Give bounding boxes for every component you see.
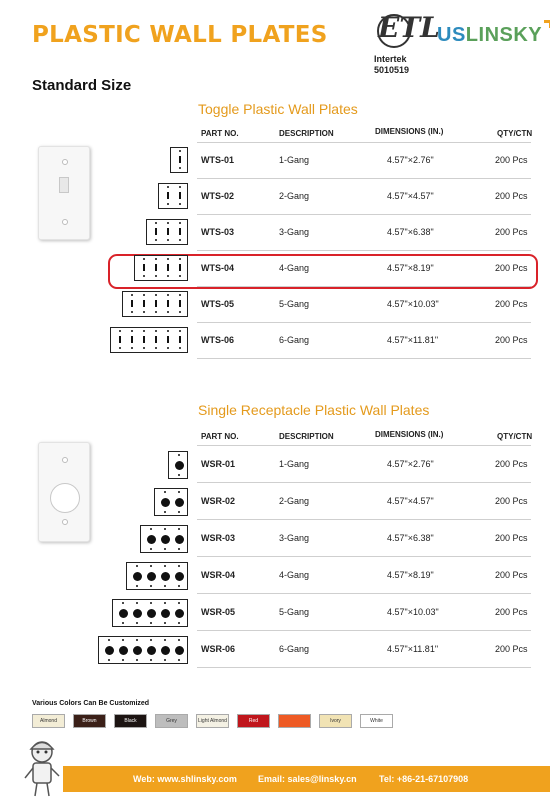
screw-dot-icon [167,311,169,313]
screw-dot-icon [164,491,166,493]
toggle-slot-icon [155,228,157,235]
cell-part: WSR-06 [201,643,236,654]
screw-dot-icon [179,347,181,349]
screw-dot-icon [108,639,110,641]
receptacle-hole-icon [133,572,142,581]
toggle-plate-diagram-2-gang [158,183,188,209]
cell-dim: 4.57"×11.81" [387,643,439,654]
col-header-qty: QTY/CTN [497,432,533,441]
screw-dot-icon [167,294,169,296]
toggle-slot-icon [167,192,169,199]
row-divider [197,142,531,143]
etl-cert-logo [372,11,440,82]
screw-dot-icon [143,258,145,260]
cell-qty: 200 Pcs [495,569,528,580]
screw-dot-icon [179,275,181,277]
cell-qty: 200 Pcs [495,606,528,617]
toggle-slot-icon [167,228,169,235]
screw-dot-icon [155,275,157,277]
screw-dot-icon [178,454,180,456]
color-swatch: Black [114,714,147,728]
screw-dot-icon [136,585,138,587]
toggle-slot-icon [179,228,181,235]
receptacle-opening-icon [50,483,80,513]
toggle-plate-diagram-6-gang [110,327,188,353]
screw-dot-icon [164,511,166,513]
screw-dot-icon [136,602,138,604]
cert-number: 5010519 [374,65,410,75]
receptacle-hole-icon [161,572,170,581]
toggle-slot-icon [179,156,181,163]
receptacle-hole-icon [175,572,184,581]
receptacle-hole-icon [147,535,156,544]
cell-qty: 200 Pcs [495,495,528,506]
toggle-slot-icon [119,336,121,343]
receptacle-plate-diagram-2-gang [154,488,188,516]
receptacle-hole-icon [133,609,142,618]
cell-dim: 4.57"×10.03" [387,299,439,309]
cell-dim: 4.57"×11.81" [387,335,439,345]
cell-dim: 4.57"×10.03" [387,606,439,617]
col-header-qty: QTY/CTN [497,129,533,138]
receptacle-section-title: Single Receptacle Plastic Wall Plates [198,402,430,418]
cell-qty: 200 Pcs [495,155,528,165]
row-divider [197,593,531,594]
screw-dot-icon [136,639,138,641]
receptacle-hole-icon [161,498,170,507]
subheading: Standard Size [32,77,132,94]
receptacle-plate-diagram-1-gang [168,451,188,479]
screw-dot-icon [131,347,133,349]
cell-part: WTS-03 [201,227,235,237]
screw-dot-icon [179,203,181,205]
cell-qty: 200 Pcs [495,263,528,273]
screw-dot-icon [155,330,157,332]
receptacle-plate-diagram-5-gang [112,599,188,627]
color-swatch: Grey [155,714,188,728]
screw-dot-icon [150,585,152,587]
screw-dot-icon [155,258,157,260]
cell-part: WTS-01 [201,155,235,165]
screw-dot-icon [179,239,181,241]
cell-dim: 4.57"×6.38" [387,227,434,237]
cell-dim: 4.57"×2.76" [387,155,434,165]
cell-part: WSR-03 [201,532,236,543]
cell-part: WTS-06 [201,335,235,345]
cell-desc: 2-Gang [279,191,310,201]
receptacle-hole-icon [175,461,184,470]
screw-dot-icon [150,565,152,567]
receptacle-hole-icon [161,535,170,544]
screw-dot-icon [167,239,169,241]
screw-dot-icon [143,275,145,277]
screw-dot-icon [136,659,138,661]
cell-dim: 4.57"×2.76" [387,458,434,469]
cell-desc: 1-Gang [279,458,310,469]
receptacle-hole-icon [133,646,142,655]
screw-dot-icon [178,639,180,641]
receptacle-hole-icon [175,535,184,544]
cell-qty: 200 Pcs [495,532,528,543]
cell-part: WTS-04 [201,263,235,273]
etl-mark-icon: ETL [378,11,440,44]
cell-qty: 200 Pcs [495,335,528,345]
screw-dot-icon [164,622,166,624]
receptacle-hole-icon [161,646,170,655]
cell-qty: 200 Pcs [495,458,528,469]
receptacle-hole-icon [175,609,184,618]
screw-dot-icon [150,622,152,624]
screw-dot-icon [164,528,166,530]
screw-dot-icon [178,511,180,513]
row-divider [197,250,531,251]
screw-dot-icon [122,602,124,604]
screw-dot-icon [178,585,180,587]
toggle-slot-icon [143,336,145,343]
cell-qty: 200 Pcs [495,227,528,237]
receptacle-hole-icon [147,646,156,655]
brand-us: US [437,24,466,46]
cell-qty: 200 Pcs [495,299,528,309]
footer-web-link[interactable]: Web: www.shlinsky.com [133,774,237,784]
row-divider [197,667,531,668]
toggle-slot-icon [167,300,169,307]
screw-dot-icon [150,659,152,661]
screw-dot-icon [164,602,166,604]
cell-desc: 6-Gang [279,643,310,654]
toggle-plate-diagram-3-gang [146,219,188,245]
col-header-description: DESCRIPTION [279,432,334,441]
screw-dot-icon [178,548,180,550]
receptacle-plate-diagram-3-gang [140,525,188,553]
receptacle-plate-photo [38,442,90,542]
cell-dim: 4.57"×8.19" [387,569,434,580]
screw-dot-icon [164,548,166,550]
toggle-slot-icon [167,264,169,271]
toggle-slot-icon [155,336,157,343]
color-swatch: Ivory [319,714,352,728]
screw-dot-icon [155,294,157,296]
screw-dot-icon [143,294,145,296]
screw-dot-icon [164,565,166,567]
cell-dim: 4.57"×4.57" [387,495,434,506]
col-header-dimensions: DIMENSIONS (IN.) [375,127,444,136]
cell-desc: 5-Gang [279,299,310,309]
toggle-table [197,125,531,365]
screw-dot-icon [108,659,110,661]
screw-dot-icon [143,311,145,313]
receptacle-hole-icon [175,498,184,507]
screw-dot-icon [155,222,157,224]
receptacle-hole-icon [119,646,128,655]
screw-dot-icon [178,659,180,661]
colors-title: Various Colors Can Be Customized [32,700,150,707]
screw-dot-icon [167,330,169,332]
cell-desc: 6-Gang [279,335,310,345]
screw-dot-icon [131,311,133,313]
screw-dot-icon [131,294,133,296]
screw-dot-icon [122,639,124,641]
receptacle-hole-icon [147,609,156,618]
screw-dot-icon [178,565,180,567]
color-swatch: Red [237,714,270,728]
toggle-slot-icon [179,300,181,307]
footer-bar [63,766,550,792]
toggle-plate-diagram-4-gang [134,255,188,281]
col-header-dimensions: DIMENSIONS (IN.) [375,430,444,439]
cell-part: WSR-01 [201,458,236,469]
screw-dot-icon [179,222,181,224]
toggle-slot-icon [131,336,133,343]
screw-dot-icon [155,347,157,349]
brand-mark-icon [544,20,550,28]
screw-dot-icon [150,602,152,604]
toggle-slot-icon [155,300,157,307]
cell-desc: 5-Gang [279,606,310,617]
screw-dot-icon [155,239,157,241]
screw-dot-icon [136,565,138,567]
row-divider [197,322,531,323]
cell-part: WSR-04 [201,569,236,580]
screw-dot-icon [179,330,181,332]
row-divider [197,556,531,557]
cell-part: WSR-05 [201,606,236,617]
screw-dot-icon [178,602,180,604]
color-swatch: Brown [73,714,106,728]
col-header-part: PART NO. [201,432,239,441]
screw-dot-icon [179,150,181,152]
screw-dot-icon [178,491,180,493]
toggle-opening-icon [59,177,69,193]
toggle-plate-diagram-5-gang [122,291,188,317]
screw-dot-icon [131,330,133,332]
screw-icon [62,457,68,463]
cell-qty: 200 Pcs [495,191,528,201]
color-swatch [278,714,311,728]
receptacle-hole-icon [175,646,184,655]
screw-dot-icon [167,258,169,260]
screw-dot-icon [167,275,169,277]
cell-desc: 4-Gang [279,263,310,273]
row-divider [197,630,531,631]
cell-part: WTS-02 [201,191,235,201]
toggle-plate-photo [38,146,90,240]
receptacle-table [197,426,531,671]
receptacle-hole-icon [119,609,128,618]
screw-dot-icon [178,528,180,530]
brand-linsky: LINSKY [465,24,543,46]
row-divider [197,519,531,520]
screw-dot-icon [167,222,169,224]
color-swatch: Light Almond [196,714,229,728]
screw-dot-icon [150,639,152,641]
cell-dim: 4.57"×4.57" [387,191,434,201]
screw-dot-icon [164,659,166,661]
screw-dot-icon [167,347,169,349]
toggle-slot-icon [131,300,133,307]
col-header-description: DESCRIPTION [279,129,334,138]
row-divider [197,358,531,359]
toggle-slot-icon [167,336,169,343]
toggle-section-title: Toggle Plastic Wall Plates [198,101,358,117]
screw-icon [62,219,68,225]
cell-qty: 200 Pcs [495,643,528,654]
toggle-slot-icon [179,192,181,199]
screw-dot-icon [178,622,180,624]
screw-dot-icon [179,311,181,313]
row-divider [197,214,531,215]
screw-dot-icon [179,167,181,169]
row-divider [197,482,531,483]
screw-dot-icon [136,622,138,624]
screw-dot-icon [164,585,166,587]
cell-dim: 4.57"×6.38" [387,532,434,543]
screw-dot-icon [122,622,124,624]
toggle-slot-icon [143,264,145,271]
screw-dot-icon [143,347,145,349]
screw-dot-icon [179,294,181,296]
receptacle-plate-diagram-4-gang [126,562,188,590]
screw-dot-icon [119,347,121,349]
screw-dot-icon [178,474,180,476]
toggle-slot-icon [143,300,145,307]
receptacle-hole-icon [161,609,170,618]
cell-dim: 4.57"×8.19" [387,263,434,273]
color-swatch: Almond [32,714,65,728]
cell-part: WSR-02 [201,495,236,506]
screw-icon [62,519,68,525]
toggle-slot-icon [179,336,181,343]
toggle-slot-icon [155,264,157,271]
screw-dot-icon [150,548,152,550]
screw-dot-icon [179,258,181,260]
screw-dot-icon [143,330,145,332]
cell-desc: 4-Gang [279,569,310,580]
cell-desc: 1-Gang [279,155,310,165]
cell-desc: 3-Gang [279,532,310,543]
mascot-icon [22,738,62,798]
screw-dot-icon [122,659,124,661]
cert-name: Intertek [374,54,407,64]
row-divider [197,178,531,179]
brand-logo [437,24,542,47]
screw-dot-icon [167,186,169,188]
toggle-plate-diagram-1-gang [170,147,188,173]
cell-part: WTS-05 [201,299,235,309]
screw-dot-icon [119,330,121,332]
receptacle-hole-icon [105,646,114,655]
col-header-part: PART NO. [201,129,239,138]
screw-icon [62,159,68,165]
color-swatch: White [360,714,393,728]
footer-email-link[interactable]: Email: sales@linsky.cn [258,774,357,784]
screw-dot-icon [150,528,152,530]
receptacle-plate-diagram-6-gang [98,636,188,664]
row-divider [197,445,531,446]
page-title: PLASTIC WALL PLATES [32,22,328,48]
footer-phone: Tel: +86-21-67107908 [379,774,469,784]
screw-dot-icon [164,639,166,641]
screw-dot-icon [179,186,181,188]
screw-dot-icon [167,203,169,205]
receptacle-hole-icon [147,572,156,581]
cell-desc: 3-Gang [279,227,310,237]
screw-dot-icon [155,311,157,313]
toggle-slot-icon [179,264,181,271]
cell-desc: 2-Gang [279,495,310,506]
